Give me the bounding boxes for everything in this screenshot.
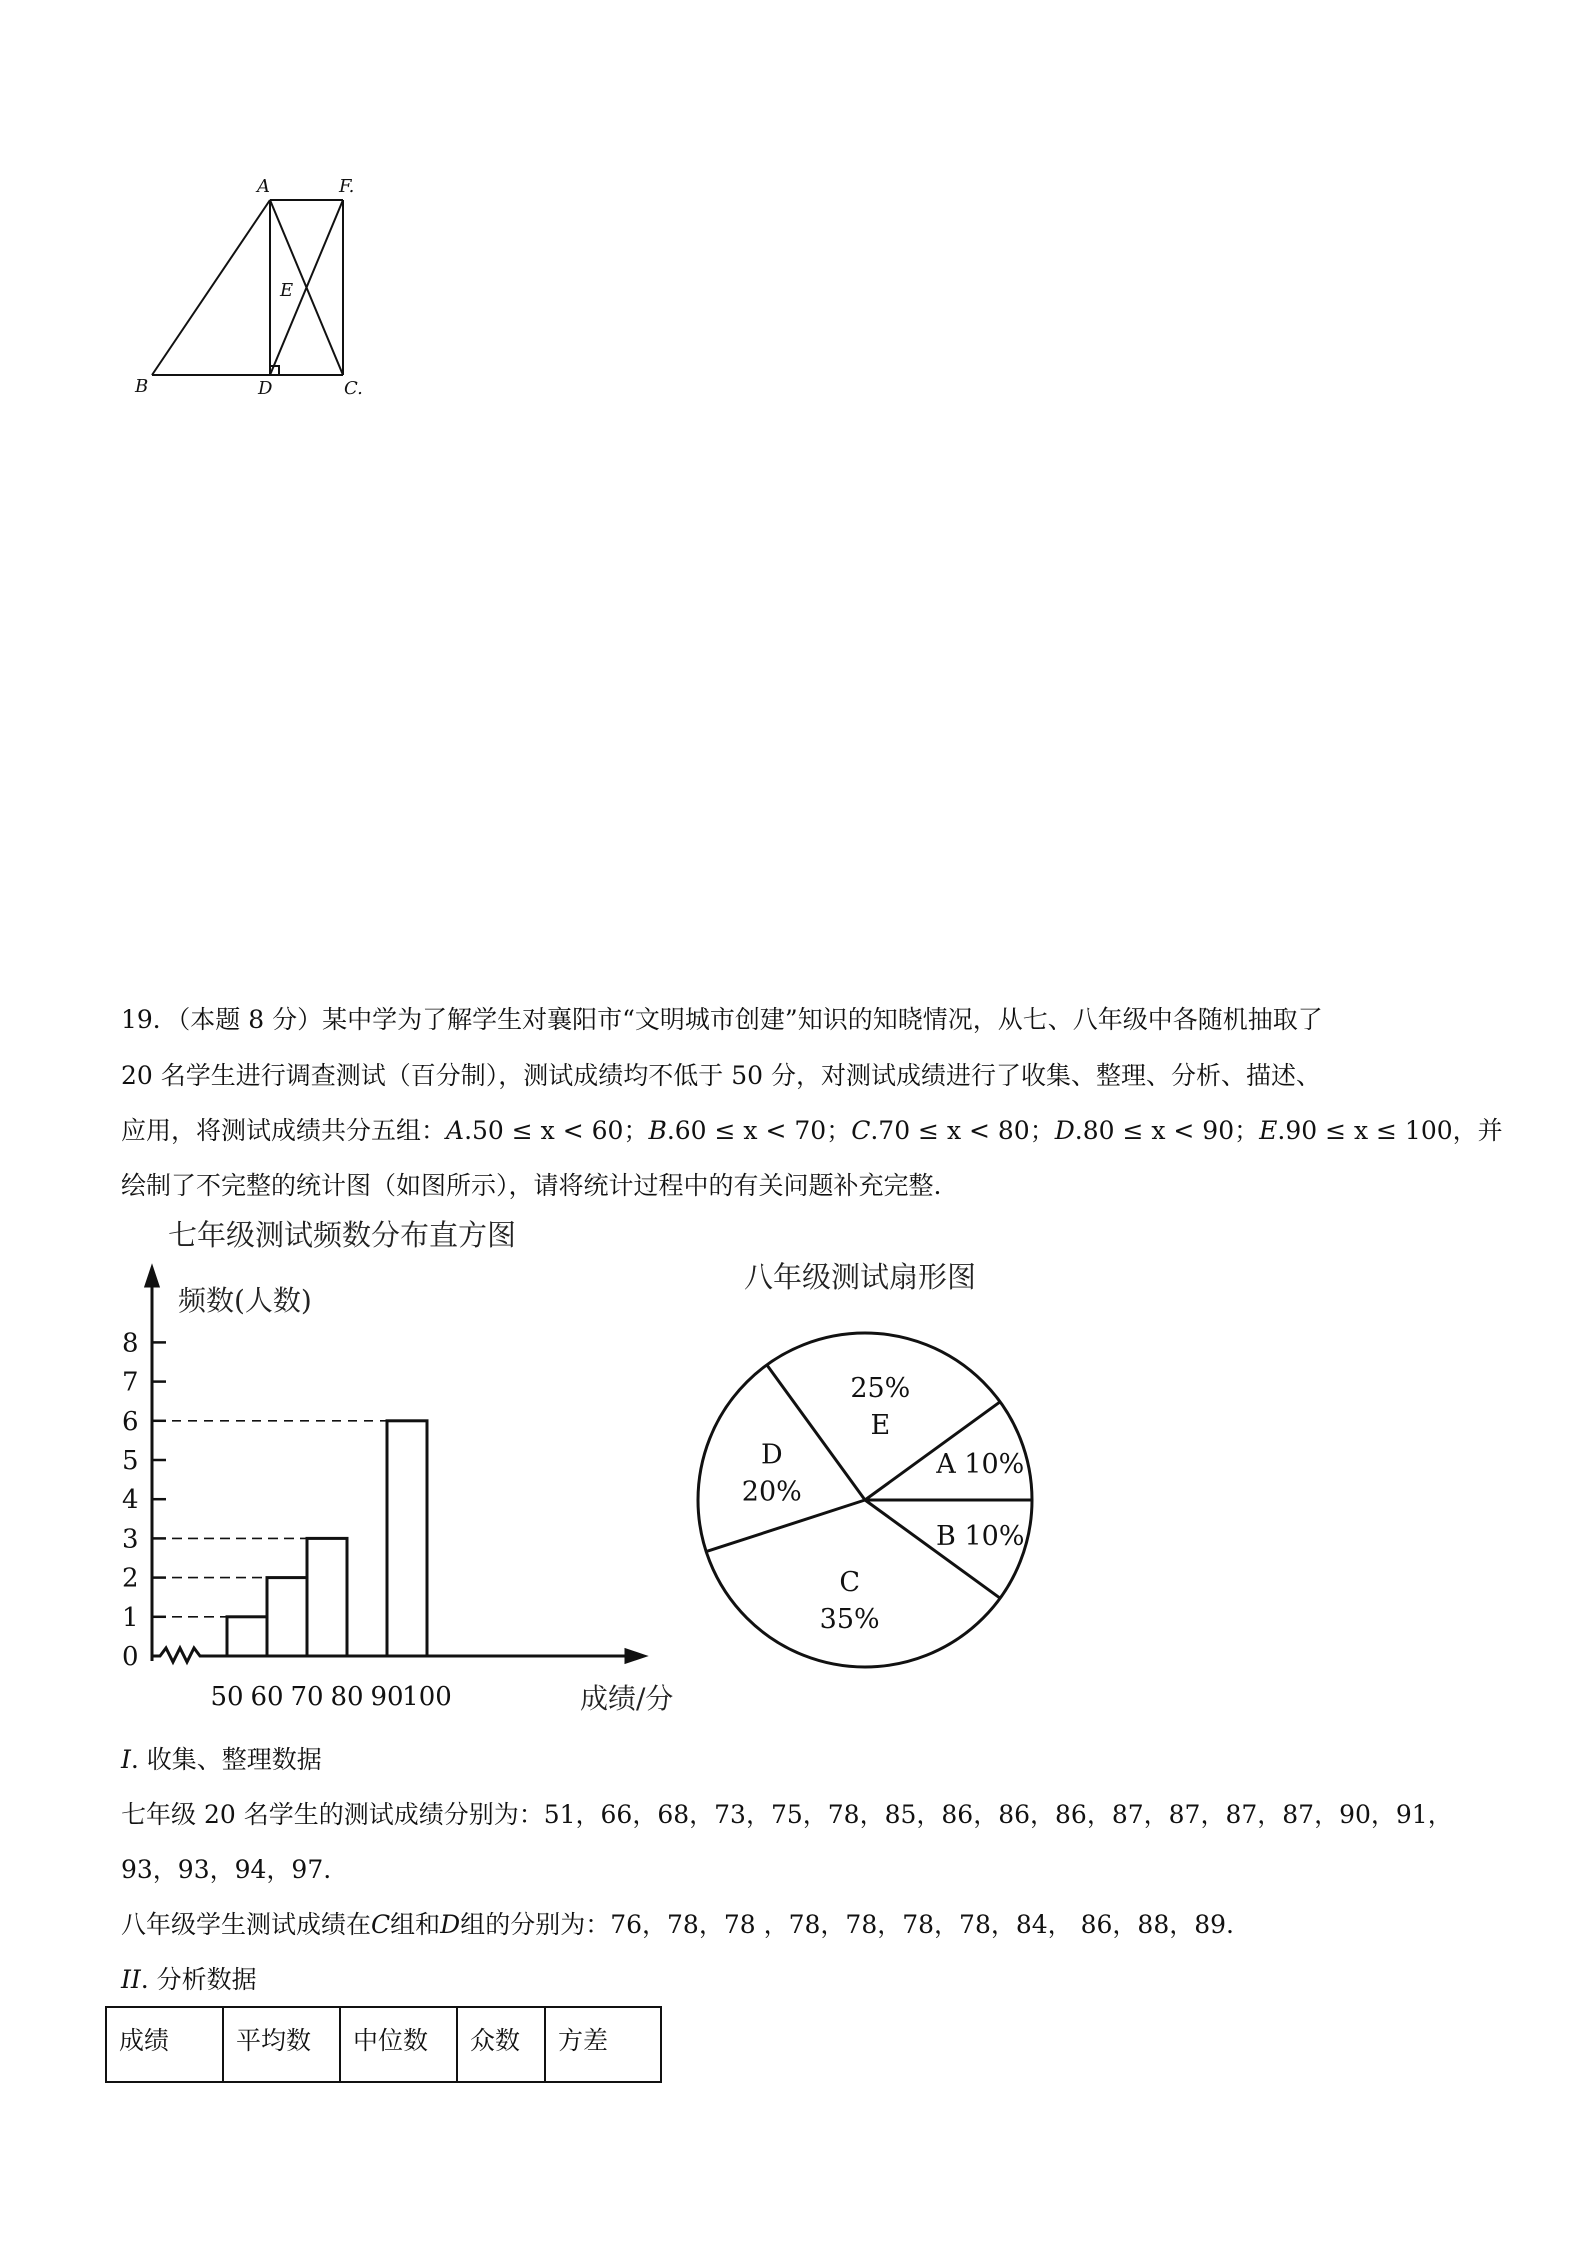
histogram-y-tick-label: 0: [122, 1642, 139, 1672]
header-variance: 方差: [545, 2007, 661, 2082]
histogram-y-tick-label: 2: [122, 1563, 139, 1594]
question-line-3: 应用，将测试成绩共分五组：A.50 ≤ x < 60；B.60 ≤ x < 70；C.70 ≤ x < 80；D.80 ≤ x < 90；E.90 ≤ x ≤ 100，并: [121, 1116, 1503, 1145]
group-b: B.60 ≤ x < 70: [648, 1116, 827, 1145]
pie-label-c-line2: 35%: [819, 1603, 880, 1635]
section2-heading: II. 分析数据: [121, 1965, 257, 1994]
pie-title: 八年级测试扇形图: [744, 1260, 977, 1294]
header-score: 成绩: [106, 2007, 223, 2082]
histogram-x-tick-label: 90: [370, 1682, 404, 1712]
pie-label-e-line1: 25%: [850, 1373, 911, 1405]
pie-label-c-line1: C: [839, 1566, 861, 1598]
stats-table: [105, 2006, 662, 2083]
histogram-y-arrow: [146, 1268, 158, 1286]
histogram-bar: [387, 1421, 427, 1656]
header-mean: 平均数: [223, 2007, 340, 2082]
histogram-y-tick-label: 8: [122, 1328, 139, 1359]
histogram-x-tick-label: 60: [250, 1682, 284, 1712]
histogram-y-tick-label: 7: [122, 1367, 139, 1398]
group-a: A.50 ≤ x < 60: [446, 1116, 624, 1145]
question-line-1: [121, 1005, 1323, 1035]
pie-label-b: B 10%: [936, 1521, 1025, 1553]
label-a: A: [257, 176, 270, 197]
question-line-2: 20 名学生进行调查测试（百分制），测试成绩均不低于 50 分，对测试成绩进行了收集、整理、分析、描述、: [121, 1061, 1321, 1090]
group-c: C.70 ≤ x < 80: [851, 1116, 1030, 1145]
histogram-x-tick-label: 80: [330, 1682, 364, 1712]
histogram-title: 七年级测试频数分布直方图: [168, 1218, 517, 1252]
header-mode: 众数: [457, 2007, 545, 2082]
section1-heading: I. 收集、整理数据: [121, 1745, 322, 1774]
label-d: D: [258, 378, 273, 399]
histogram-x-arrow: [626, 1650, 644, 1662]
grade7-scores-line2: 93，93，94，97.: [121, 1855, 332, 1884]
pie-label-a: A 10%: [936, 1448, 1025, 1480]
pie-label-e-line2: E: [870, 1410, 891, 1442]
histogram-bar: [267, 1578, 307, 1656]
histogram-y-tick-label: 6: [122, 1406, 139, 1437]
pie-label-d-line2: 20%: [741, 1476, 802, 1508]
group-d: D.80 ≤ x < 90: [1054, 1116, 1235, 1145]
geometry-figure: [130, 170, 390, 410]
label-f: F.: [339, 176, 355, 197]
grade7-scores-line1: 七年级 20 名学生的测试成绩分别为：51，66，68，73，75，78，85，86，86，86，87，87，87，87，90，91，: [121, 1800, 1453, 1829]
histogram-x-tick-label: 70: [290, 1682, 324, 1712]
histogram-x-tick-label: 50: [210, 1682, 244, 1712]
stats-table-header-row: [106, 2007, 661, 2082]
histogram-y-tick-label: 4: [122, 1485, 139, 1516]
label-e: E: [280, 280, 294, 301]
histogram-y-tick-label: 5: [122, 1446, 139, 1476]
histogram-y-tick-label: 3: [122, 1524, 139, 1555]
pie-label-d-line1: D: [760, 1439, 783, 1471]
question-text-3: 应用，将测试成绩共分五组：: [121, 1116, 447, 1145]
group-e: E.90 ≤ x ≤ 100: [1259, 1116, 1453, 1145]
pie-boundary: [706, 1500, 865, 1552]
label-c: C.: [344, 378, 363, 399]
question-number: 19．（本题 8 分）: [121, 1005, 323, 1034]
histogram-x-label: 成绩/分: [580, 1682, 674, 1715]
label-b: B: [135, 376, 149, 397]
histogram-bar: [307, 1538, 347, 1656]
grade8-scores-line: 八年级学生测试成绩在C组和D组的分别为：76，78，78 ，78，78，78，78，84， 86，88，89.: [121, 1910, 1234, 1939]
grade7-histogram: [100, 1210, 720, 1730]
histogram-y-label: 频数(人数): [178, 1284, 312, 1317]
question-line-4: 绘制了不完整的统计图（如图所示），请将统计过程中的有关问题补充完整.: [121, 1171, 942, 1200]
histogram-x-tick-label: 100: [402, 1682, 452, 1712]
histogram-bar: [227, 1617, 267, 1656]
histogram-y-tick-label: 1: [122, 1602, 139, 1633]
header-median: 中位数: [340, 2007, 457, 2082]
segment-ab: [152, 200, 270, 375]
grade8-pie-chart: [690, 1250, 1060, 1680]
question-text-1: 某中学为了解学生对襄阳市“文明城市创建”知识的知晓情况，从七、八年级中各随机抽取了: [322, 1005, 1323, 1034]
